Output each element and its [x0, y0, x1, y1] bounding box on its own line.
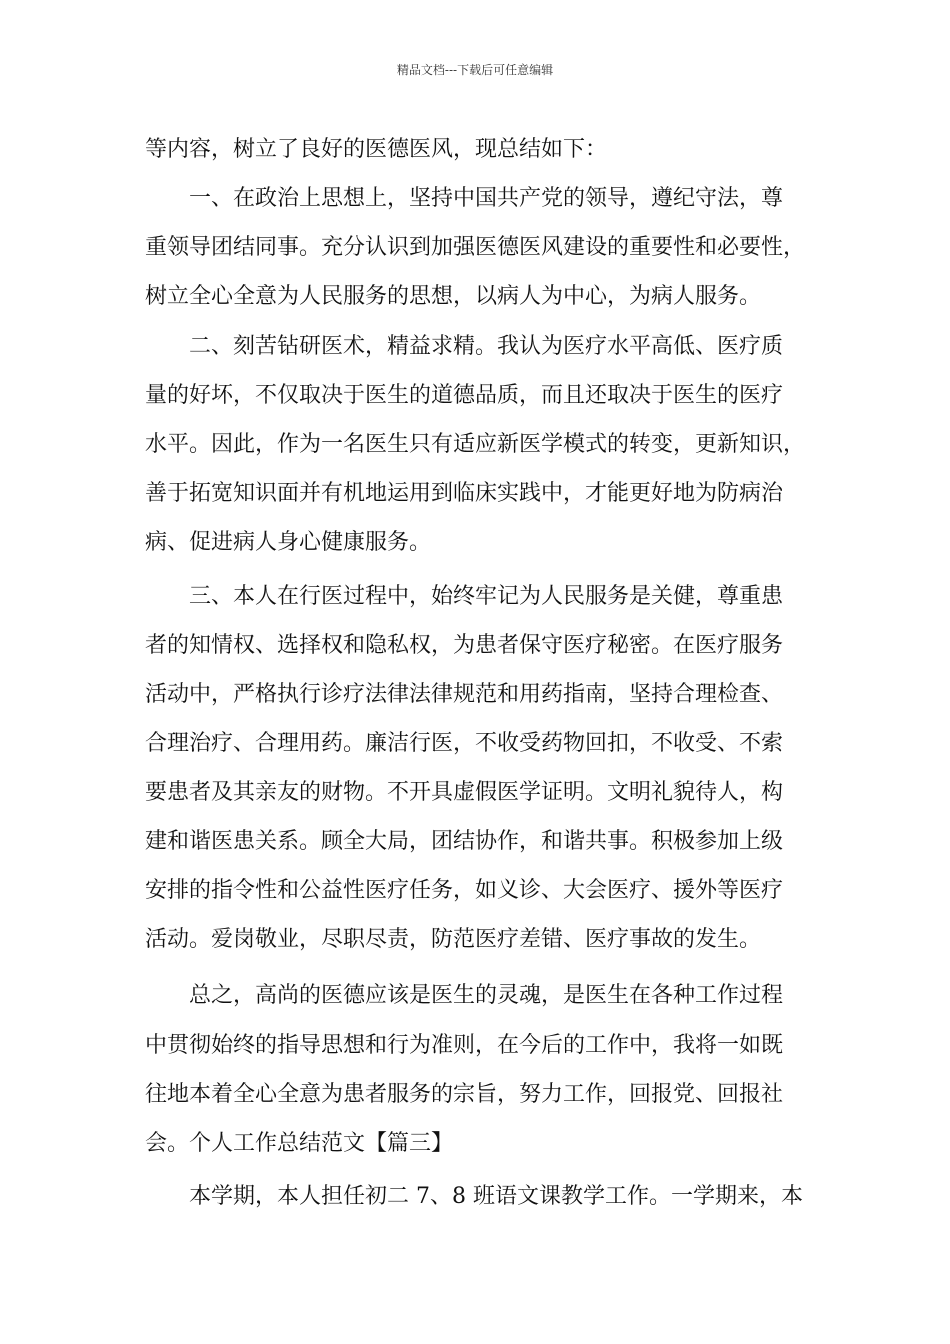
text-line: 者的知情权、选择权和隐私权，为患者保守医疗秘密。在医疗服务 — [145, 633, 784, 658]
text-line: 合理治疗、合理用药。廉洁行医，不收受药物回扣，不收受、不索 — [145, 731, 784, 756]
text-line: 重领导团结同事。充分认识到加强医德医风建设的重要性和必要性， — [145, 235, 806, 260]
text-line: 活动中，严格执行诊疗法律法律规范和用药指南，坚持合理检查、 — [145, 682, 784, 707]
text-line: 建和谐医患关系。顾全大局，团结协作，和谐共事。积极参加上级 — [145, 829, 784, 854]
text-line: 三、本人在行医过程中，始终牢记为人民服务是关健，尊重患 — [145, 584, 784, 609]
text-line: 会。个人工作总结范文【篇三】 — [145, 1131, 454, 1156]
text-line: 量的好坏，不仅取决于医生的道德品质，而且还取决于医生的医疗 — [145, 383, 784, 408]
page-header: 精品文档---下载后可任意编辑 — [396, 63, 554, 77]
text-line: 树立全心全意为人民服务的思想，以病人为中心，为病人服务。 — [145, 284, 762, 309]
text-line: 一、在政治上思想上，坚持中国共产党的领导，遵纪守法，尊 — [145, 186, 784, 211]
text-line: 往地本着全心全意为患者服务的宗旨，努力工作，回报党、回报社 — [145, 1082, 784, 1107]
text-line: 总之，高尚的医德应该是医生的灵魂，是医生在各种工作过程 — [145, 983, 784, 1008]
text-line: 中贯彻始终的指导思想和行为准则，在今后的工作中，我将一如既 — [145, 1033, 784, 1058]
text-line: 要患者及其亲友的财物。不开具虚假医学证明。文明礼貌待人，构 — [145, 780, 784, 805]
text-line: 善于拓宽知识面并有机地运用到临床实践中，才能更好地为防病治 — [145, 481, 784, 506]
text-line: 本学期，本人担任初二 7、8 班语文课教学工作。一学期来，本 — [145, 1184, 803, 1209]
text-line: 安排的指令性和公益性医疗任务，如义诊、大会医疗、援外等医疗 — [145, 878, 784, 903]
text-line: 病、促进病人身心健康服务。 — [145, 530, 432, 555]
text-line: 等内容，树立了良好的医德医风，现总结如下： — [145, 137, 608, 162]
text-line: 水平。因此，作为一名医生只有适应新医学模式的转变，更新知识， — [145, 432, 806, 457]
text-line: 活动。爱岗敬业，尽职尽责，防范医疗差错、医疗事故的发生。 — [145, 927, 762, 952]
text-line: 二、刻苦钻研医术，精益求精。我认为医疗水平高低、医疗质 — [145, 334, 784, 359]
